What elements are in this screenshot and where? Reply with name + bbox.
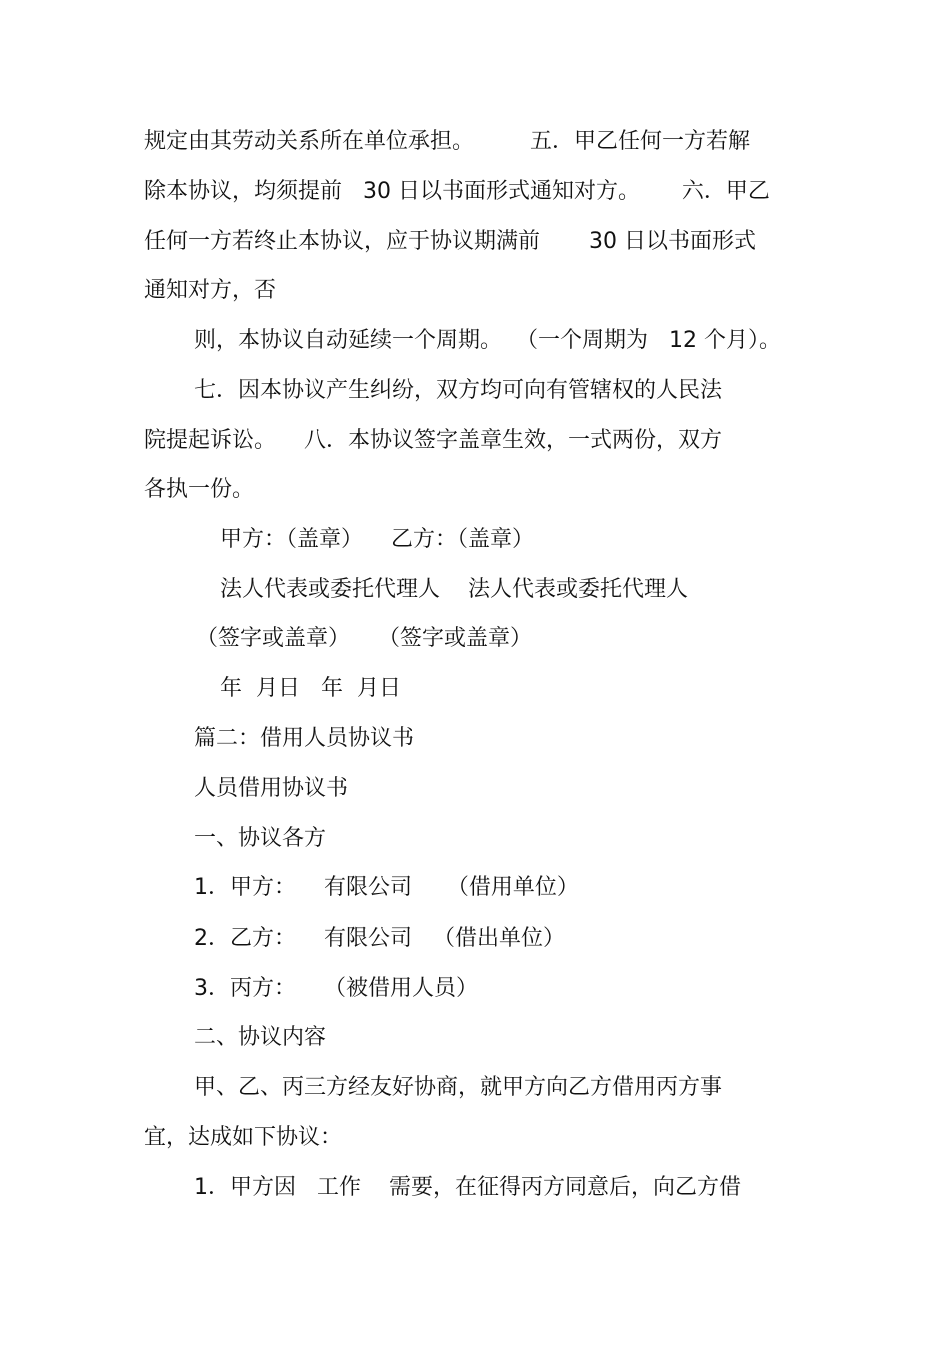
text-line-22: 1．甲方因 工作 需要，在征得丙方同意后，向乙方借 — [194, 1175, 741, 1200]
date-line: 年 月日 年 月日 — [220, 676, 401, 701]
text-line-4: 通知对方，否 — [144, 278, 277, 303]
text-line-6: 七．因本协议产生纠纷，双方均可向有管辖权的人民法 — [194, 378, 723, 403]
party-a-line: 1．甲方： 有限公司 （借用单位） — [194, 875, 579, 900]
party-c-line: 3．丙方： （被借用人员） — [194, 976, 478, 1001]
party-b-line: 2．乙方： 有限公司 （借出单位） — [194, 926, 565, 951]
representative-line: 法人代表或委托代理人 法人代表或委托代理人 — [220, 577, 688, 602]
text-line-21: 宜，达成如下协议： — [144, 1125, 343, 1150]
subheading-content: 二、协议内容 — [194, 1025, 327, 1050]
agreement-title: 人员借用协议书 — [194, 776, 349, 801]
text-line-3: 任何一方若终止本协议，应于协议期满前 30 日以书面形式 — [144, 229, 756, 254]
section-heading: 篇二：借用人员协议书 — [194, 726, 415, 751]
text-line-8: 各执一份。 — [144, 477, 255, 502]
text-line-20: 甲、乙、丙三方经友好协商，就甲方向乙方借用丙方事 — [194, 1075, 723, 1100]
text-line-1: 规定由其劳动关系所在单位承担。 五．甲乙任何一方若解 — [144, 129, 750, 154]
signature-party-line: 甲方：（盖章） 乙方：（盖章） — [220, 527, 534, 552]
text-line-2: 除本协议，均须提前 30 日以书面形式通知对方。 六．甲乙 — [144, 179, 770, 204]
sign-or-seal-line: （签字或盖章） （签字或盖章） — [196, 626, 532, 651]
text-line-5: 则，本协议自动延续一个周期。 （一个周期为 12 个月）。 — [194, 328, 781, 353]
text-line-7: 院提起诉讼。 八．本协议签字盖章生效，一式两份，双方 — [144, 428, 722, 453]
subheading-parties: 一、协议各方 — [194, 826, 327, 851]
